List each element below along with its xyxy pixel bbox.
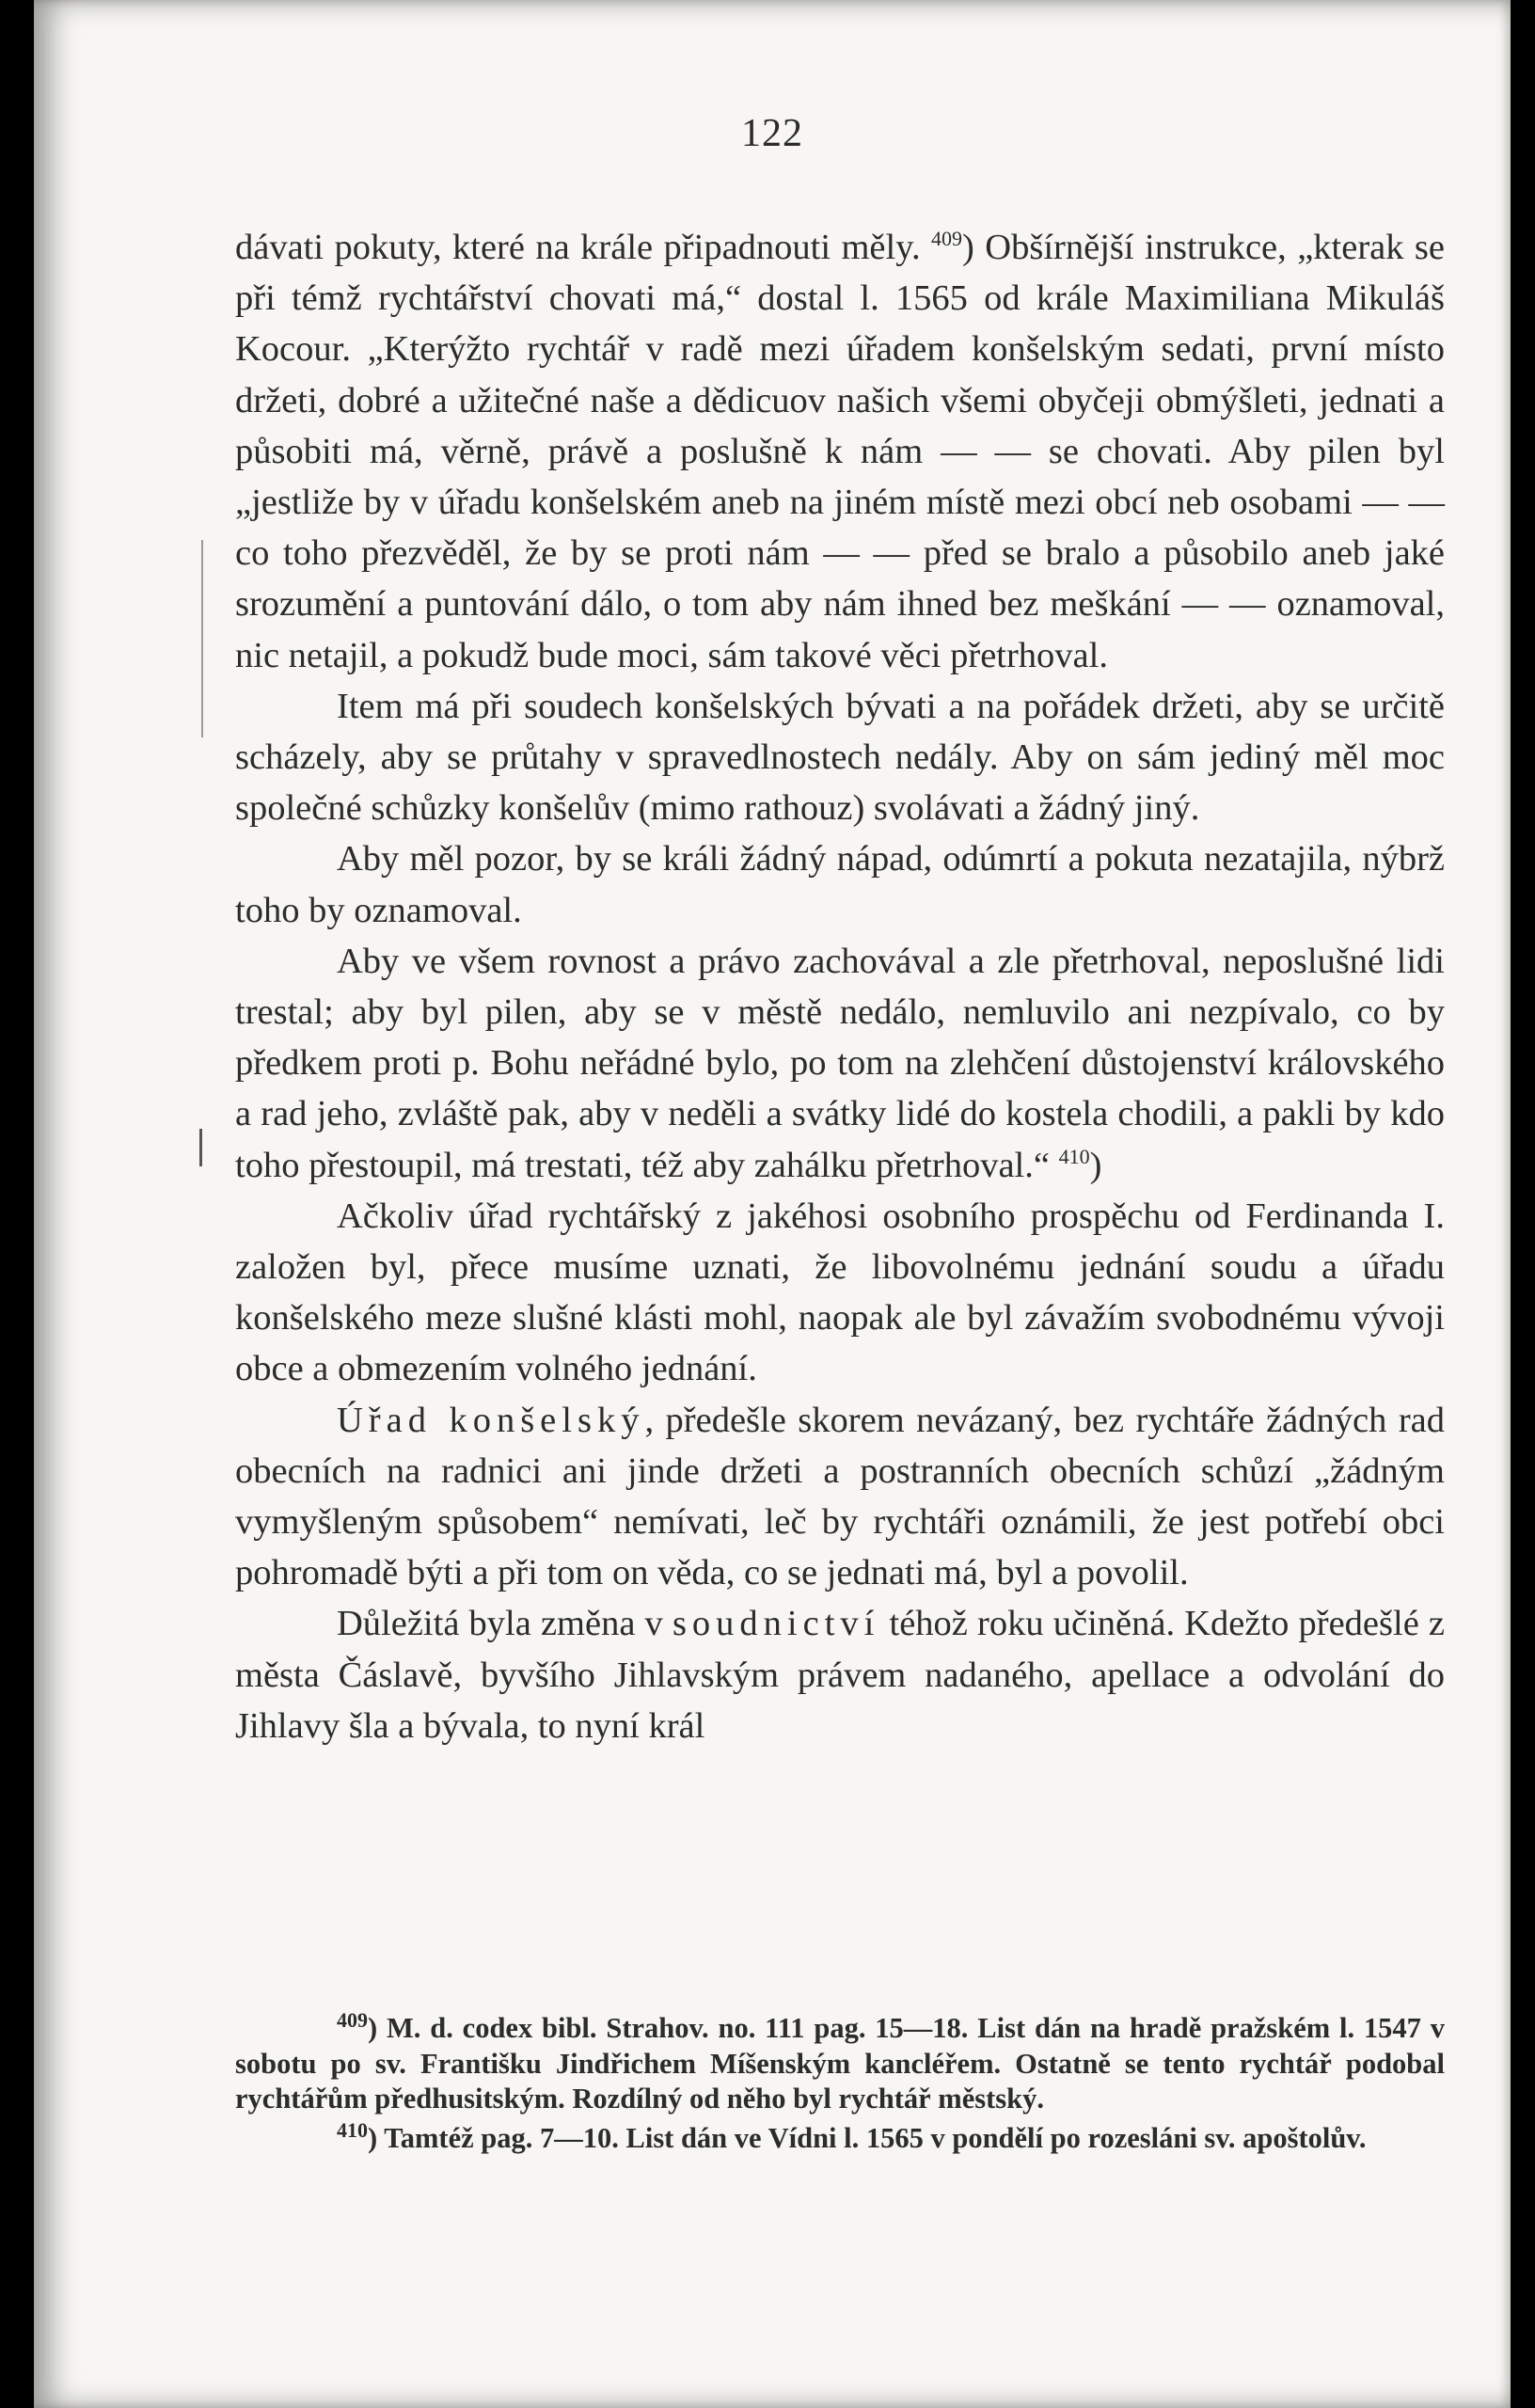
paragraph-3: Aby měl pozor, by se králi žádný nápad, odúmrtí a pokuta nezatajila, nýbrž toho by oznamoval. [235, 839, 1445, 930]
paragraph-7-start: Důležitá byla změna v [337, 1604, 663, 1644]
paragraph-1-start: dávati pokuty, které na krále připadnouti měly. [235, 228, 921, 267]
paragraph-4-close: ) [1089, 1145, 1102, 1185]
book-page [34, 0, 1511, 2408]
footnote-409 [235, 2007, 1445, 2117]
footnote-ref-410: 410 [1058, 1144, 1090, 1168]
footnote-409-text: ) M. d. codex bibl. Strahov. no. 111 pag. 15—18. List dán na hradě pražském l. 1547 v sobotu po sv. Františku Jindřichem Míšenským kancléřem. Ostatně se tento rychtář podobal rychtářům předhusitským. Rozdílný od něho byl rychtář městský. [235, 2012, 1445, 2115]
paragraph-1-rest: ) Obšírnější instrukce, „kterak se při témž rychtářství chovati má,“ dostal l. 1565 od krále Maximiliana Mikuláš Kocour. „Kterýžto rychtář v radě mezi úřadem konšelským sedati, první místo držeti, dobré a užitečné naše a dědicuov našich všemi obyčeji obmýšleti, jednati a působiti má, věrně, právě a poslušně k nám — — se chovati. Aby pilen byl „jestliže by v úřadu konšelském aneb na jiném místě mezi obcí neb osobami — — co toho přezvěděl, že by se proti nám — — před se bralo a působilo aneb jaké srozumění a puntování dálo, o tom aby nám ihned bez meškání — — oznamoval, nic netajil, a pokudž bude moci, sám takové věci přetrhoval. [235, 228, 1445, 675]
footnotes [235, 2007, 1445, 2156]
footnote-ref-409: 409 [931, 227, 963, 251]
paragraph-7-rest: téhož roku učiněná. Kdežto předešlé z města Čáslavě, byvšího Jihlavským právem nadaného, apellace a odvolání do Jihlavy šla a bývala, to nyní král [235, 1604, 1446, 1746]
spaced-term-soudnictvi: soudnictví [672, 1604, 880, 1644]
footnote-410 [235, 2117, 1445, 2157]
paragraph-5: Ačkoliv úřad rychtářský z jakéhosi osobního prospěchu od Ferdinanda I. založen byl, přece musíme uznati, že libovolnému jednání soudu a úřadu konšelského meze slušné klásti mohl, naopak ale byl závažím svobodnému vývoji obce a obmezením volného jednání. [235, 1196, 1445, 1389]
margin-line [201, 540, 203, 737]
footnote-409-number: 409 [337, 2007, 368, 2032]
paragraph-4 [235, 936, 1445, 1191]
paragraph-1 [235, 222, 1445, 681]
main-text [235, 222, 1445, 1751]
footnote-410-text: ) Tamtéž pag. 7—10. List dán ve Vídni l. 1565 v pondělí po rozesláni sv. apoštolův. [368, 2121, 1367, 2154]
page-number: 122 [741, 112, 803, 155]
paragraph-6-text: , předešle skorem nevázaný, bez rychtáře žádných rad obecních na radnici ani jinde držeti a postranních obecních schůzí „žádným vymyšleným spůsobem“ nemívati, leč by rychtáři oznámili, že jest potřebí obci pohromadě býti a při tom on věda, co se jednati má, byl a povolil. [235, 1400, 1445, 1593]
spaced-term-urad-konselsky: Úřad konšelský [337, 1400, 645, 1440]
margin-mark [199, 1129, 202, 1166]
paragraph-2: Item má při soudech konšelských bývati a na pořádek držeti, aby se určitě scházely, aby se průtahy v spravedlnostech nedály. Aby on sám jediný měl moc společné schůzky konšelův (mimo rathouz) svolávati a žádný jiný. [235, 686, 1445, 829]
paragraph-6 [235, 1395, 1445, 1599]
paragraph-4-text: Aby ve všem rovnost a právo zachovával a zle přetrhoval, neposlušné lidi trestal; aby byl pilen, aby se v městě nedálo, nemluvilo ani nezpívalo, co by předkem proti p. Bohu neřádné bylo, po tom na zlehčení důstojenství královského a rad jeho, zvláště pak, aby v neděli a svátky lidé do kostela chodili, a pakli by kdo toho přestoupil, má trestati, též aby zahálku přetrhoval.“ [235, 941, 1445, 1185]
paragraph-7 [235, 1598, 1445, 1751]
footnote-410-number: 410 [337, 2117, 368, 2142]
